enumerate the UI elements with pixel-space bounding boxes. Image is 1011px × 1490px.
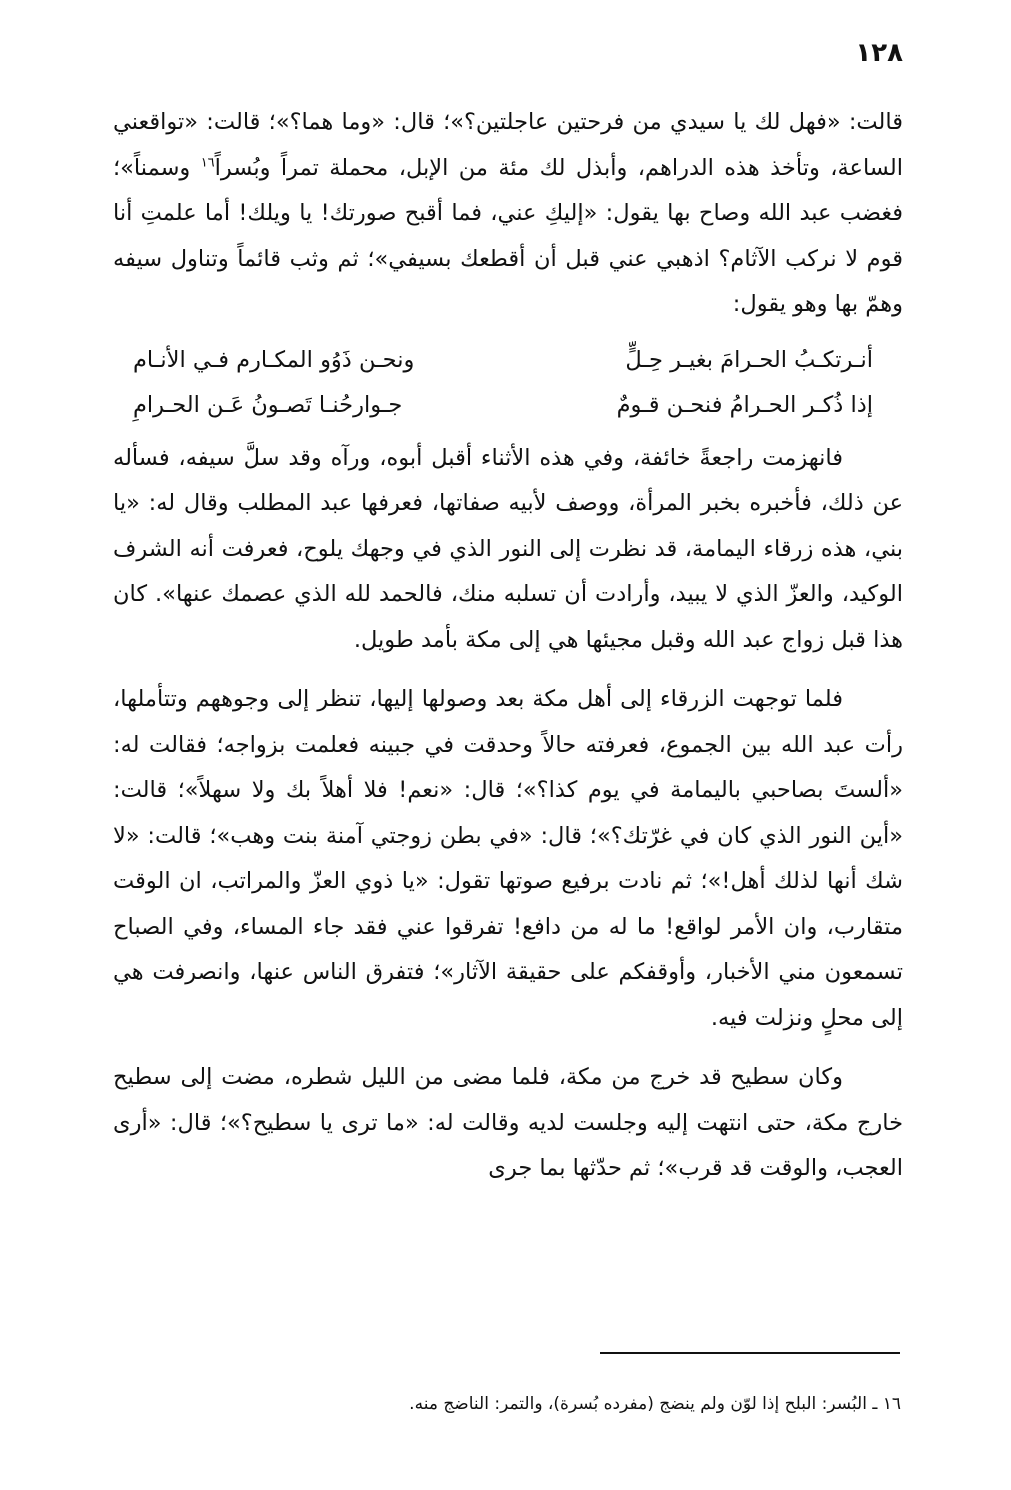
- poem-verse-1-first-hemistich: أنـرتكـبُ الحـرامَ بغيـر حِـلٍّ: [625, 346, 873, 373]
- paragraph-2: فانهزمت راجعةً خائفة، وفي هذه الأثناء أقبل أبوه، ورآه وقد سلَّ سيفه، فسأله عن ذلك، فأخبره بخبر المرأة، ووصف لأبيه صفاتها، فعرفها عبد المطلب وقال له: «يا بني، هذه زرقاء اليمامة، قد نظرت إلى النور الذي في وجهك يلوح، فعرفت أنه الشرف الوكيد، والعزّ الذي لا يبيد، وأرادت أن تسلبه منك، فالحمد لله الذي عصمك عنها». كان هذا قبل زواج عبد الله وقبل مجيئها هي إلى مكة بأمد طويل.: [113, 444, 903, 653]
- paragraph-1: [113, 100, 903, 328]
- poem-verse-1-second-hemistich: ونحـن ذَوُو المكـارم فـي الأنـام: [133, 346, 415, 373]
- poem-verse-1: [113, 338, 903, 383]
- poem-verse-2-first-hemistich: إذا ذُكـر الحـرامُ فنحـن قـومٌ: [616, 391, 873, 418]
- page-number: ١٢٨: [855, 38, 903, 68]
- footnote-reference: ١٦: [200, 155, 215, 170]
- paragraph-1-part-2: وسمناً»؛ فغضب عبد الله وصاح بها يقول: «إليكِ عني، فما أقبح صورتك! يا ويلك! أما علمتِ أنا قوم لا نركب الآثام؟ اذهبي عني قبل أن أقطعك بسيفي»؛ ثم وثب قائماً وتناول سيفه وهمّ بها وهو يقول:: [113, 154, 903, 317]
- footnote: ١٦ ـ البُسر: البلح إذا لوّن ولم ينضج (مفرده بُسرة)، والتمر: الناضج منه.: [409, 1394, 901, 1414]
- footnote-separator: [600, 1352, 900, 1354]
- paragraph-1-part-1: قالت: «فهل لك يا سيدي من فرحتين عاجلتين؟»؛ قال: «وما هما؟»؛ قالت: «تواقعني الساعة، وتأخذ هذه الدراهم، وأبذل لك مئة من الإبل، محملة تمراً وبُسراً: [113, 109, 903, 181]
- poem-verse-2: [113, 383, 903, 428]
- paragraph-3: فلما توجهت الزرقاء إلى أهل مكة بعد وصولها إليها، تنظر إلى وجوههم وتتأملها، رأت عبد الله بين الجموع، فعرفته حالاً وحدقت في جبينه فعلمت بزواجه؛ فقالت له: «ألستَ بصاحبي باليمامة في يوم كذا؟»؛ قال: «نعم! فلا أهلاً بك ولا سهلاً»؛ قالت: «أين النور الذي كان في غرّتك؟»؛ قال: «في بطن زوجتي آمنة بنت وهب»؛ قالت: «لا شك أنها لذلك أهل!»؛ ثم نادت برفيع صوتها تقول: «يا ذوي العزّ والمراتب، ان الوقت متقارب، وان الأمر لواقع! ما له من دافع! تفرقوا عني فقد جاء المساء، وفي الصباح تسمعون مني الأخبار، وأوقفكم على حقيقة الآثار»؛ فتفرق الناس عنها، وانصرفت هي إلى محلٍ ونزلت فيه.: [113, 686, 903, 1031]
- poem: [113, 338, 903, 428]
- paragraph-4: وكان سطيح قد خرج من مكة، فلما مضى من الليل شطره، مضت إلى سطيح خارج مكة، حتى انتهت إليه وجلست لديه وقالت له: «ما ترى يا سطيح؟»؛ قال: «أرى العجب، والوقت قد قرب»؛ ثم حدّثها بما جرى: [113, 1064, 903, 1181]
- poem-verse-2-second-hemistich: جـوارحُنـا تَصـونُ عَـن الحـرامِ: [133, 391, 403, 418]
- body-text: [113, 100, 903, 1192]
